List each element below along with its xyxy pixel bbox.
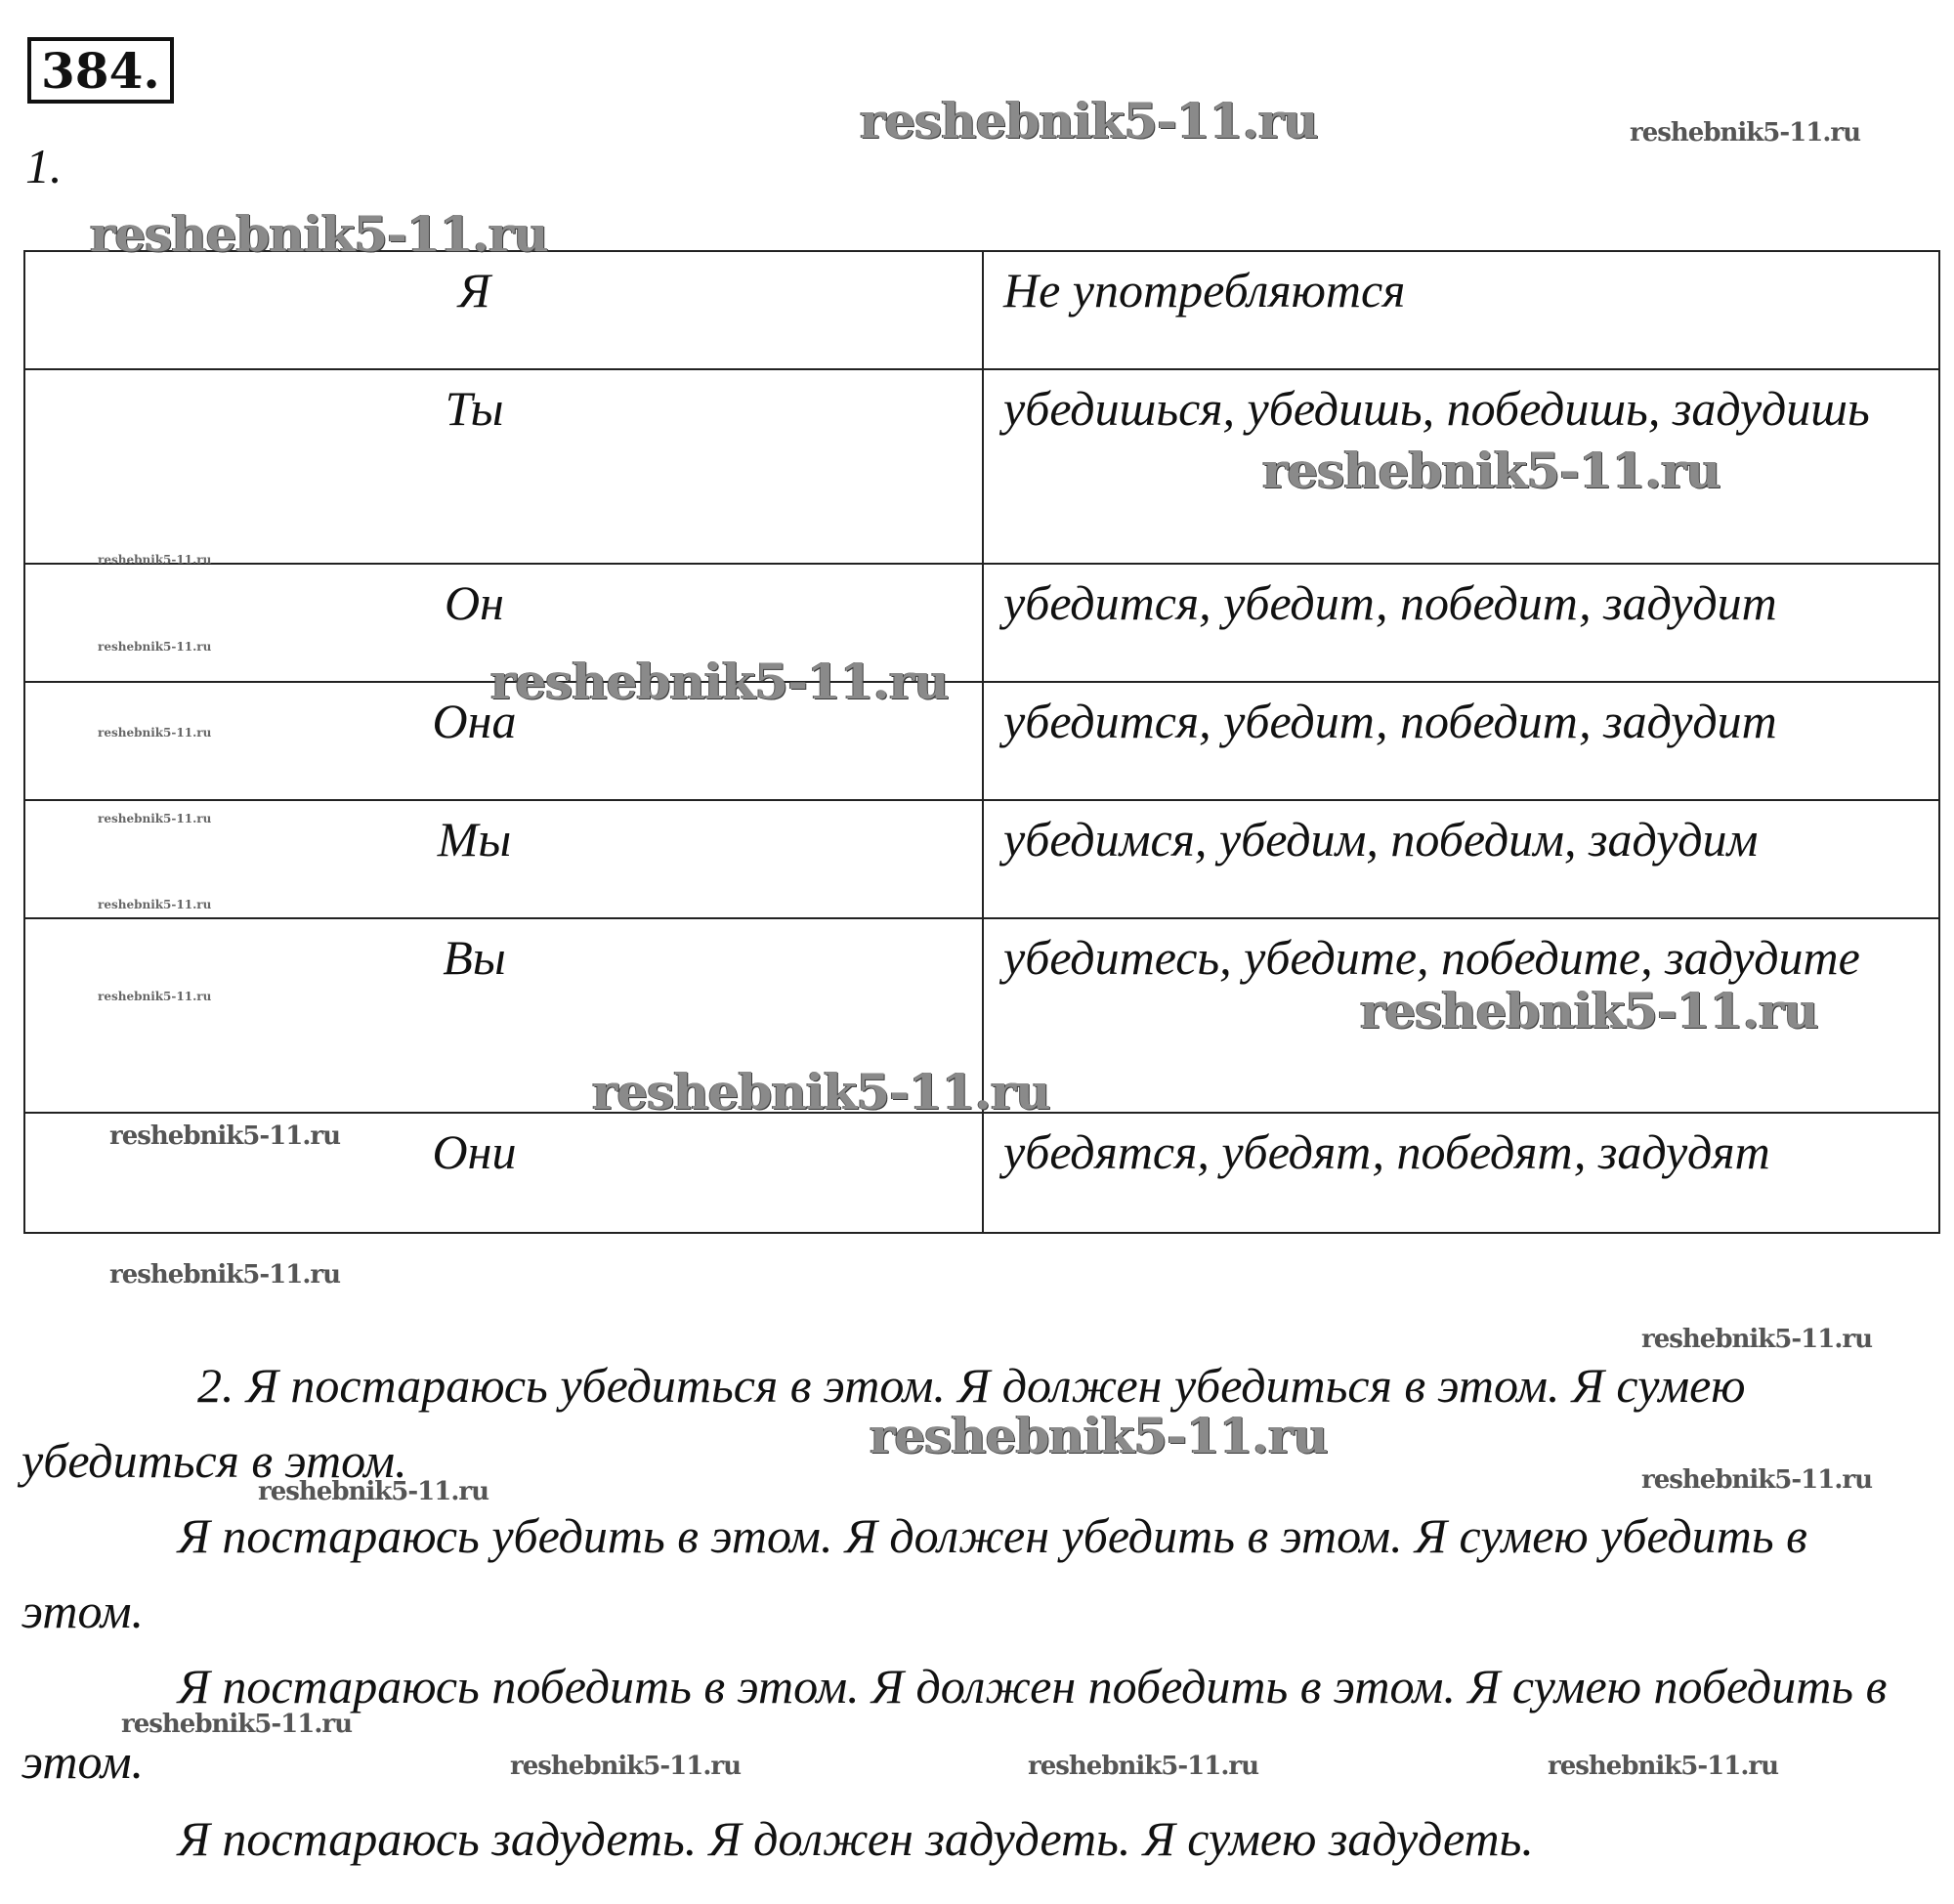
pronoun-cell: Они xyxy=(24,1113,983,1233)
paragraph: Я постараюсь задудеть. Я должен задудеть. Я сумею задудеть. xyxy=(178,1811,1534,1866)
forms-cell: убедятся, убедят, победят, задудят xyxy=(983,1113,1939,1233)
pronoun-cell: Мы xyxy=(24,800,983,918)
table-row xyxy=(24,682,1939,800)
pronoun-cell: Вы xyxy=(24,918,983,1113)
watermark: reshebnik5-11.ru xyxy=(109,1260,341,1290)
conjugation-table xyxy=(23,250,1940,1234)
watermark: reshebnik5-11.ru xyxy=(870,1407,1328,1464)
table-row xyxy=(24,564,1939,682)
watermark: reshebnik5-11.ru xyxy=(592,1063,1050,1121)
watermark: reshebnik5-11.ru xyxy=(860,92,1318,149)
table-row xyxy=(24,369,1939,564)
watermark: reshebnik5-11.ru xyxy=(258,1477,489,1506)
table-row xyxy=(24,251,1939,369)
table-row xyxy=(24,918,1939,1113)
watermark: reshebnik5-11.ru xyxy=(98,812,212,825)
paragraph: Я постараюсь убедить в этом. Я должен убедить в этом. Я сумею убедить в этом. xyxy=(21,1508,1807,1638)
watermark: reshebnik5-11.ru xyxy=(1630,118,1861,148)
watermark: reshebnik5-11.ru xyxy=(490,653,949,710)
forms-cell: убедитесь, убедите, победите, задудите xyxy=(983,918,1939,1113)
paragraph: Я постараюсь победить в этом. Я должен победить в этом. Я сумею победить в этом. xyxy=(21,1659,1888,1789)
task-number: 384. xyxy=(27,37,174,104)
paragraph: 2. Я постараюсь убедиться в этом. Я должен убедиться в этом. Я сумею убедиться в этом. xyxy=(21,1358,1746,1488)
watermark: reshebnik5-11.ru xyxy=(1360,982,1818,1039)
watermark: reshebnik5-11.ru xyxy=(109,1121,341,1151)
watermark: reshebnik5-11.ru xyxy=(98,898,212,911)
watermark: reshebnik5-11.ru xyxy=(98,726,212,740)
watermark: reshebnik5-11.ru xyxy=(98,640,212,654)
watermark: reshebnik5-11.ru xyxy=(1641,1465,1873,1495)
watermark: reshebnik5-11.ru xyxy=(1028,1752,1259,1781)
pronoun-cell: Ты xyxy=(24,369,983,564)
forms-cell: убедится, убедит, победит, задудит xyxy=(983,682,1939,800)
watermark: reshebnik5-11.ru xyxy=(98,990,212,1003)
watermark: reshebnik5-11.ru xyxy=(1548,1752,1779,1781)
forms-cell: убедимся, убедим, победим, задудим xyxy=(983,800,1939,918)
table-row xyxy=(24,1113,1939,1233)
forms-cell: убедится, убедит, победит, задудит xyxy=(983,564,1939,682)
watermark: reshebnik5-11.ru xyxy=(1262,442,1720,499)
pronoun-cell: Она xyxy=(24,682,983,800)
forms-cell: убедишься, убедишь, победишь, задудишь xyxy=(983,369,1939,564)
part-2-text xyxy=(21,1348,1936,1877)
pronoun-cell: Я xyxy=(24,251,983,369)
watermark: reshebnik5-11.ru xyxy=(510,1752,742,1781)
watermark: reshebnik5-11.ru xyxy=(90,205,548,263)
watermark: reshebnik5-11.ru xyxy=(98,553,212,567)
table-row xyxy=(24,800,1939,918)
forms-cell: Не употребляются xyxy=(983,251,1939,369)
pronoun-cell: Он xyxy=(24,564,983,682)
watermark: reshebnik5-11.ru xyxy=(121,1710,353,1739)
part-1-label: 1. xyxy=(25,139,63,193)
watermark: reshebnik5-11.ru xyxy=(1641,1325,1873,1354)
